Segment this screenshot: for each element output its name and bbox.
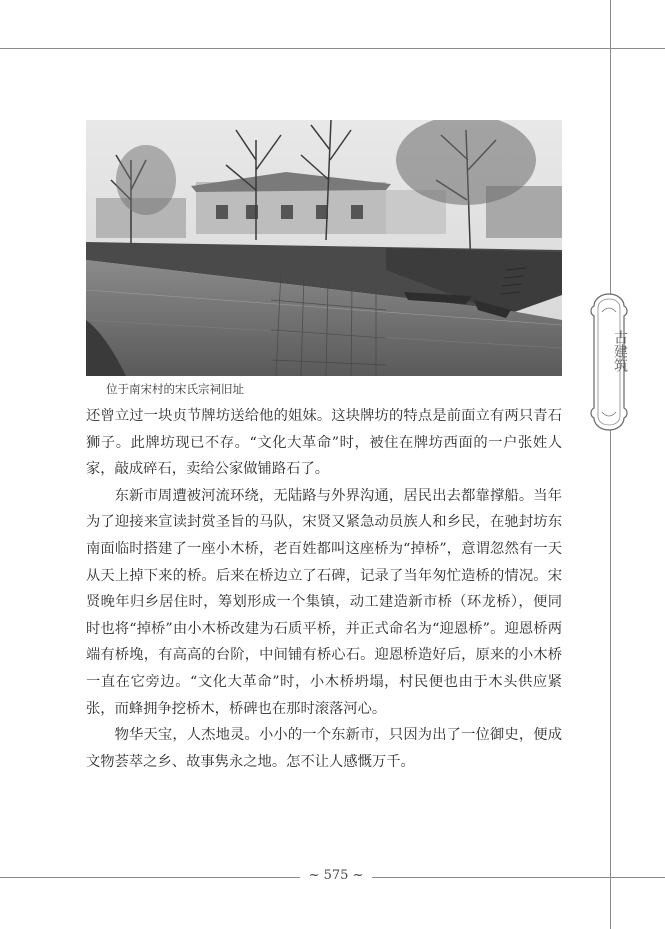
figure-caption: 位于南宋村的宋氏宗祠旧址: [106, 382, 244, 396]
section-tab-label: 古建筑: [612, 330, 628, 372]
header-rule: [0, 48, 665, 49]
village-river-photo-icon: [86, 120, 562, 376]
footer-rule-left: [0, 877, 300, 878]
section-tab: [588, 292, 630, 432]
article-body: [86, 403, 562, 775]
margin-rule: [610, 0, 611, 929]
figure-photo: [86, 120, 562, 376]
paragraph-2: 东新市周遭被河流环绕，无陆路与外界沟通，居民出去都靠撑船。当年为了迎接来宣读封赏圣旨的马队，宋贤又紧急动员族人和乡民，在驰封坊东南面临时搭建了一座小木桥，老百姓都叫这座桥为“掉桥”，意谓忽然有一天从天上掉下来的桥。后来在桥边立了石碑，记录了当年匆忙造桥的情况。宋贤晚年归乡居住时，筹划形成一个集镇，动工建造新市桥（环龙桥），便同时也将“掉桥”由小木桥改建为石质平桥，并正式命名为“迎恩桥”。迎恩桥两端有桥堍，有高高的台阶，中间铺有桥心石。迎恩桥造好后，原来的小木桥一直在它旁边。“文化大革命”时，小木桥坍塌，村民便也由于木头供应紧张，而蜂拥争挖桥木，桥碑也在那时滚落河心。: [86, 487, 562, 717]
footer-rule-right: [372, 877, 665, 878]
paragraph-1: 还曾立过一块贞节牌坊送给他的姐妹。这块牌坊的特点是前面立有两只青石狮子。此牌坊现已不存。“文化大革命”时，被住在牌坊西面的一户张姓人家，敲成碎石，卖给公家做铺路石了。: [86, 408, 562, 478]
paragraph-3: 物华天宝，人杰地灵。小小的一个东新市，只因为出了一位御史，便成文物荟萃之乡、故事隽永之地。怎不让人感慨万千。: [86, 727, 562, 770]
page-number: ~ 575 ~: [308, 868, 364, 883]
